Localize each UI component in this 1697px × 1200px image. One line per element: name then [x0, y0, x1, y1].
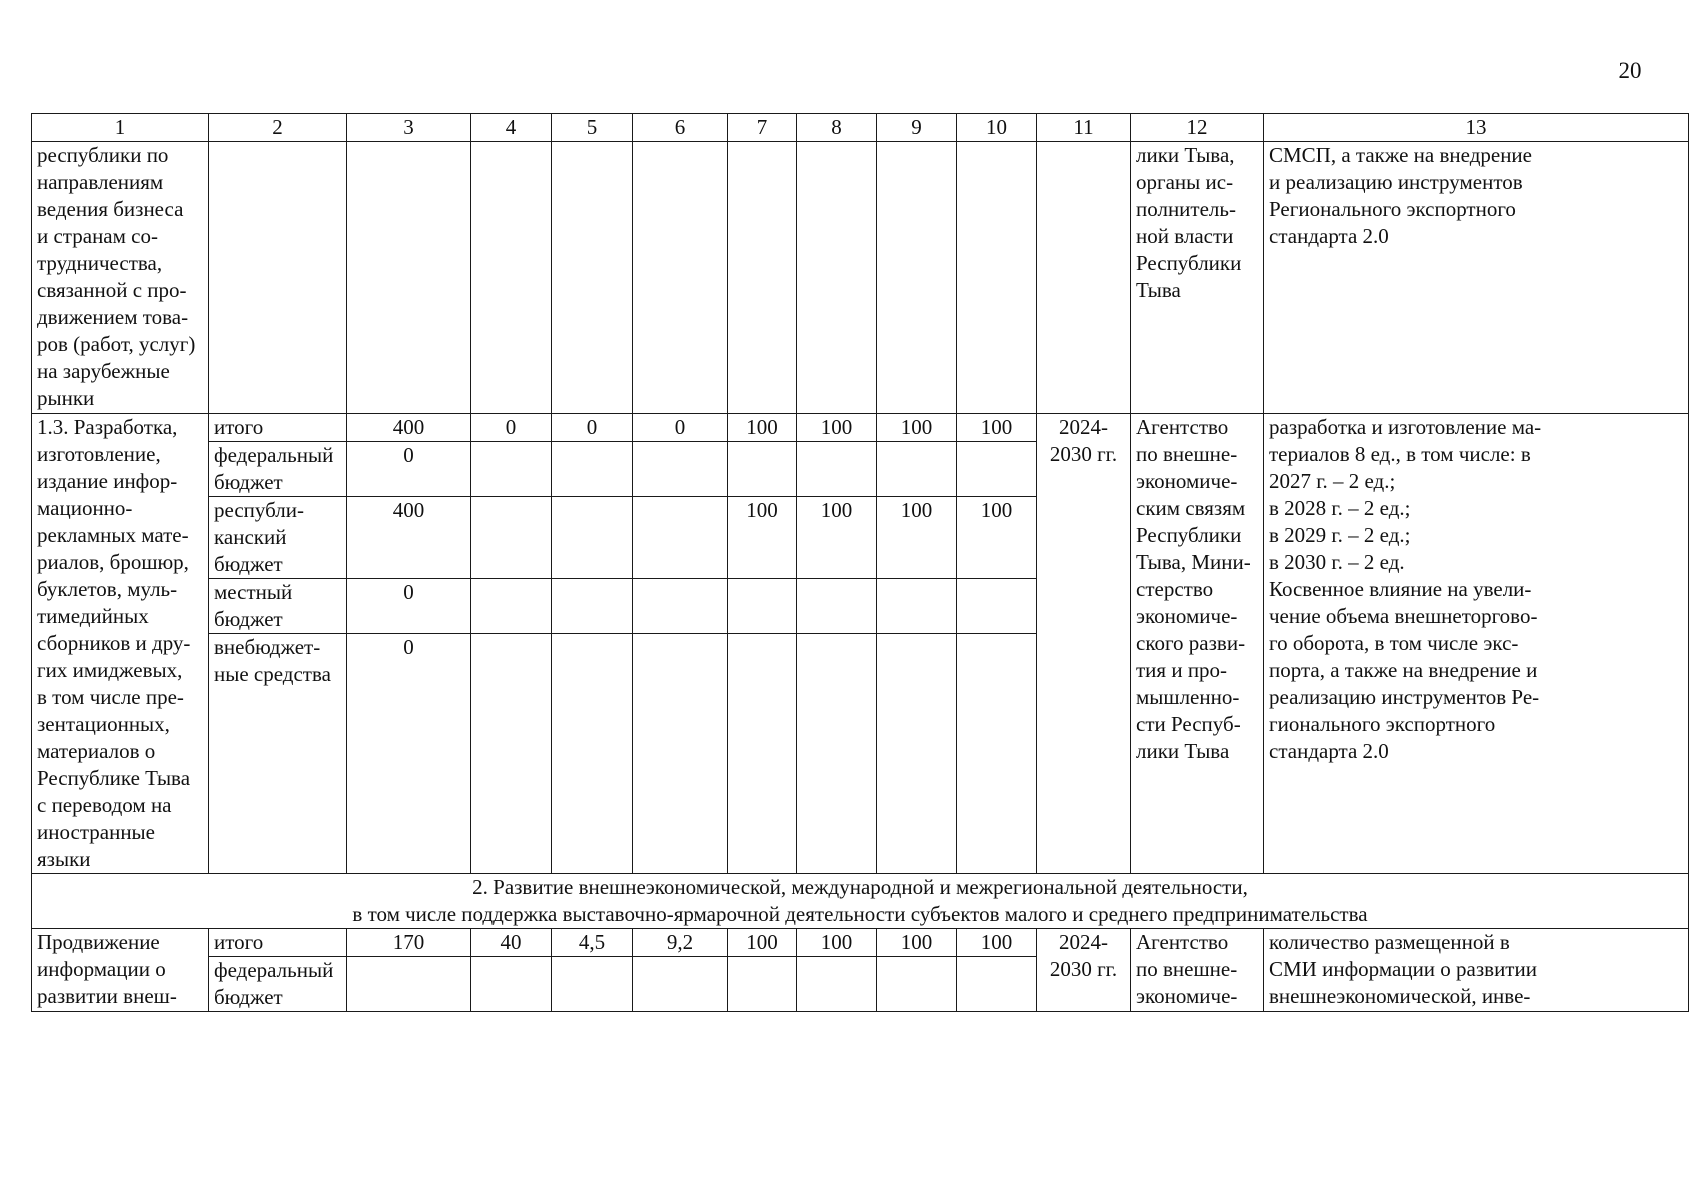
funding-source-cell: федеральный бюджет — [209, 957, 347, 1012]
result-cell: СМСП, а также на внедрение и реализацию инструментов Регионального экспортного стандарта 2.0 — [1264, 142, 1689, 414]
section-title: 2. Развитие внешнеэкономической, международной и межрегиональной деятельности, в том числе поддержка выставочно-ярмарочной деятельности субъектов малого и среднего предпринимательства — [32, 874, 1689, 929]
value-cell — [471, 957, 552, 1012]
value-cell: 100 — [728, 414, 797, 442]
value-cell — [957, 634, 1037, 874]
value-cell — [552, 442, 633, 497]
value-cell — [728, 634, 797, 874]
value-cell — [877, 634, 957, 874]
empty-cell — [471, 142, 552, 414]
program-table — [31, 113, 1689, 1012]
executor-cell: Агентство по внешне- экономиче- ским связям Республики Тыва, Мини- стерство экономиче- ского разви- тия и про- мышленно- сти Респуб- лики Тыва — [1131, 414, 1264, 874]
value-cell — [957, 957, 1037, 1012]
header-cell: 11 — [1037, 114, 1131, 142]
table-row — [32, 414, 1689, 442]
value-cell — [633, 442, 728, 497]
empty-cell — [347, 142, 471, 414]
value-cell: 100 — [877, 414, 957, 442]
header-cell: 12 — [1131, 114, 1264, 142]
value-cell — [471, 579, 552, 634]
empty-cell — [633, 142, 728, 414]
value-cell: 100 — [877, 497, 957, 579]
funding-source-cell: итого — [209, 414, 347, 442]
value-cell — [728, 957, 797, 1012]
header-cell: 7 — [728, 114, 797, 142]
empty-cell — [552, 142, 633, 414]
header-row — [32, 114, 1689, 142]
value-cell — [797, 579, 877, 634]
header-cell: 10 — [957, 114, 1037, 142]
header-cell: 1 — [32, 114, 209, 142]
value-cell: 400 — [347, 497, 471, 579]
empty-cell — [209, 142, 347, 414]
value-cell — [797, 957, 877, 1012]
value-cell — [633, 497, 728, 579]
header-cell: 4 — [471, 114, 552, 142]
empty-cell — [957, 142, 1037, 414]
value-cell — [633, 579, 728, 634]
header-cell: 8 — [797, 114, 877, 142]
header-cell: 6 — [633, 114, 728, 142]
value-cell: 400 — [347, 414, 471, 442]
funding-source-cell: республи- канский бюджет — [209, 497, 347, 579]
table-row — [32, 929, 1689, 957]
value-cell: 0 — [633, 414, 728, 442]
value-cell — [552, 497, 633, 579]
executor-cell: Агентство по внешне- экономиче- — [1131, 929, 1264, 1012]
activity-name-cell: республики по направлениям ведения бизнеса и странам со- трудничества, связанной с про- движением това- ров (работ, услуг) на зарубежные рынки — [32, 142, 209, 414]
value-cell — [552, 579, 633, 634]
empty-cell — [797, 142, 877, 414]
empty-cell — [877, 142, 957, 414]
value-cell — [471, 442, 552, 497]
value-cell: 100 — [728, 929, 797, 957]
executor-cell: лики Тыва, органы ис- полнитель- ной власти Республики Тыва — [1131, 142, 1264, 414]
period-cell: 2024- 2030 гг. — [1037, 929, 1131, 1012]
value-cell — [957, 442, 1037, 497]
value-cell: 100 — [957, 497, 1037, 579]
header-cell: 5 — [552, 114, 633, 142]
value-cell — [728, 442, 797, 497]
value-cell: 100 — [797, 497, 877, 579]
value-cell — [633, 957, 728, 1012]
value-cell — [797, 442, 877, 497]
value-cell: 100 — [797, 929, 877, 957]
value-cell — [797, 634, 877, 874]
header-cell: 3 — [347, 114, 471, 142]
value-cell: 100 — [877, 929, 957, 957]
value-cell — [471, 497, 552, 579]
funding-source-cell: местный бюджет — [209, 579, 347, 634]
value-cell — [552, 634, 633, 874]
result-cell: разработка и изготовление ма- териалов 8 ед., в том числе: в 2027 г. – 2 ед.; в 2028 г. – 2 ед.; в 2029 г. – 2 ед.; в 2030 г. – 2 ед. Косвенное влияние на увели- чение объема внешнеторгово- го оборота, в том числе экс- порта, а также на внедрение и реализацию инструментов Ре- гионального экспортного стандарта 2.0 — [1264, 414, 1689, 874]
header-cell: 2 — [209, 114, 347, 142]
value-cell — [877, 579, 957, 634]
value-cell — [957, 579, 1037, 634]
value-cell: 40 — [471, 929, 552, 957]
value-cell: 0 — [471, 414, 552, 442]
funding-source-cell: итого — [209, 929, 347, 957]
value-cell — [728, 579, 797, 634]
value-cell: 0 — [552, 414, 633, 442]
value-cell — [633, 634, 728, 874]
period-cell: 2024- 2030 гг. — [1037, 414, 1131, 874]
value-cell: 100 — [797, 414, 877, 442]
table-row-continuation — [32, 142, 1689, 414]
funding-source-cell: федеральный бюджет — [209, 442, 347, 497]
activity-name-cell: Продвижение информации о развитии внеш- — [32, 929, 209, 1012]
value-cell: 100 — [957, 414, 1037, 442]
value-cell: 100 — [957, 929, 1037, 957]
value-cell — [877, 442, 957, 497]
value-cell — [471, 634, 552, 874]
value-cell — [552, 957, 633, 1012]
section-heading-row — [32, 874, 1689, 929]
result-cell: количество размещенной в СМИ информации о развитии внешнеэкономической, инве- — [1264, 929, 1689, 1012]
empty-cell — [728, 142, 797, 414]
header-cell: 13 — [1264, 114, 1689, 142]
value-cell: 0 — [347, 579, 471, 634]
value-cell — [347, 957, 471, 1012]
value-cell: 0 — [347, 634, 471, 874]
value-cell: 170 — [347, 929, 471, 957]
value-cell: 9,2 — [633, 929, 728, 957]
value-cell: 100 — [728, 497, 797, 579]
header-cell: 9 — [877, 114, 957, 142]
page-number: 20 — [1618, 58, 1642, 83]
value-cell — [877, 957, 957, 1012]
value-cell: 0 — [347, 442, 471, 497]
empty-cell — [1037, 142, 1131, 414]
funding-source-cell: внебюджет- ные средства — [209, 634, 347, 874]
activity-name-cell: 1.3. Разработка, изготовление, издание инфор- мационно- рекламных мате- риалов, брошюр, буклетов, муль- тимедийных сборников и дру- гих имиджевых, в том числе пре- зентационных, материалов о Республике Тыва с переводом на иностранные языки — [32, 414, 209, 874]
value-cell: 4,5 — [552, 929, 633, 957]
